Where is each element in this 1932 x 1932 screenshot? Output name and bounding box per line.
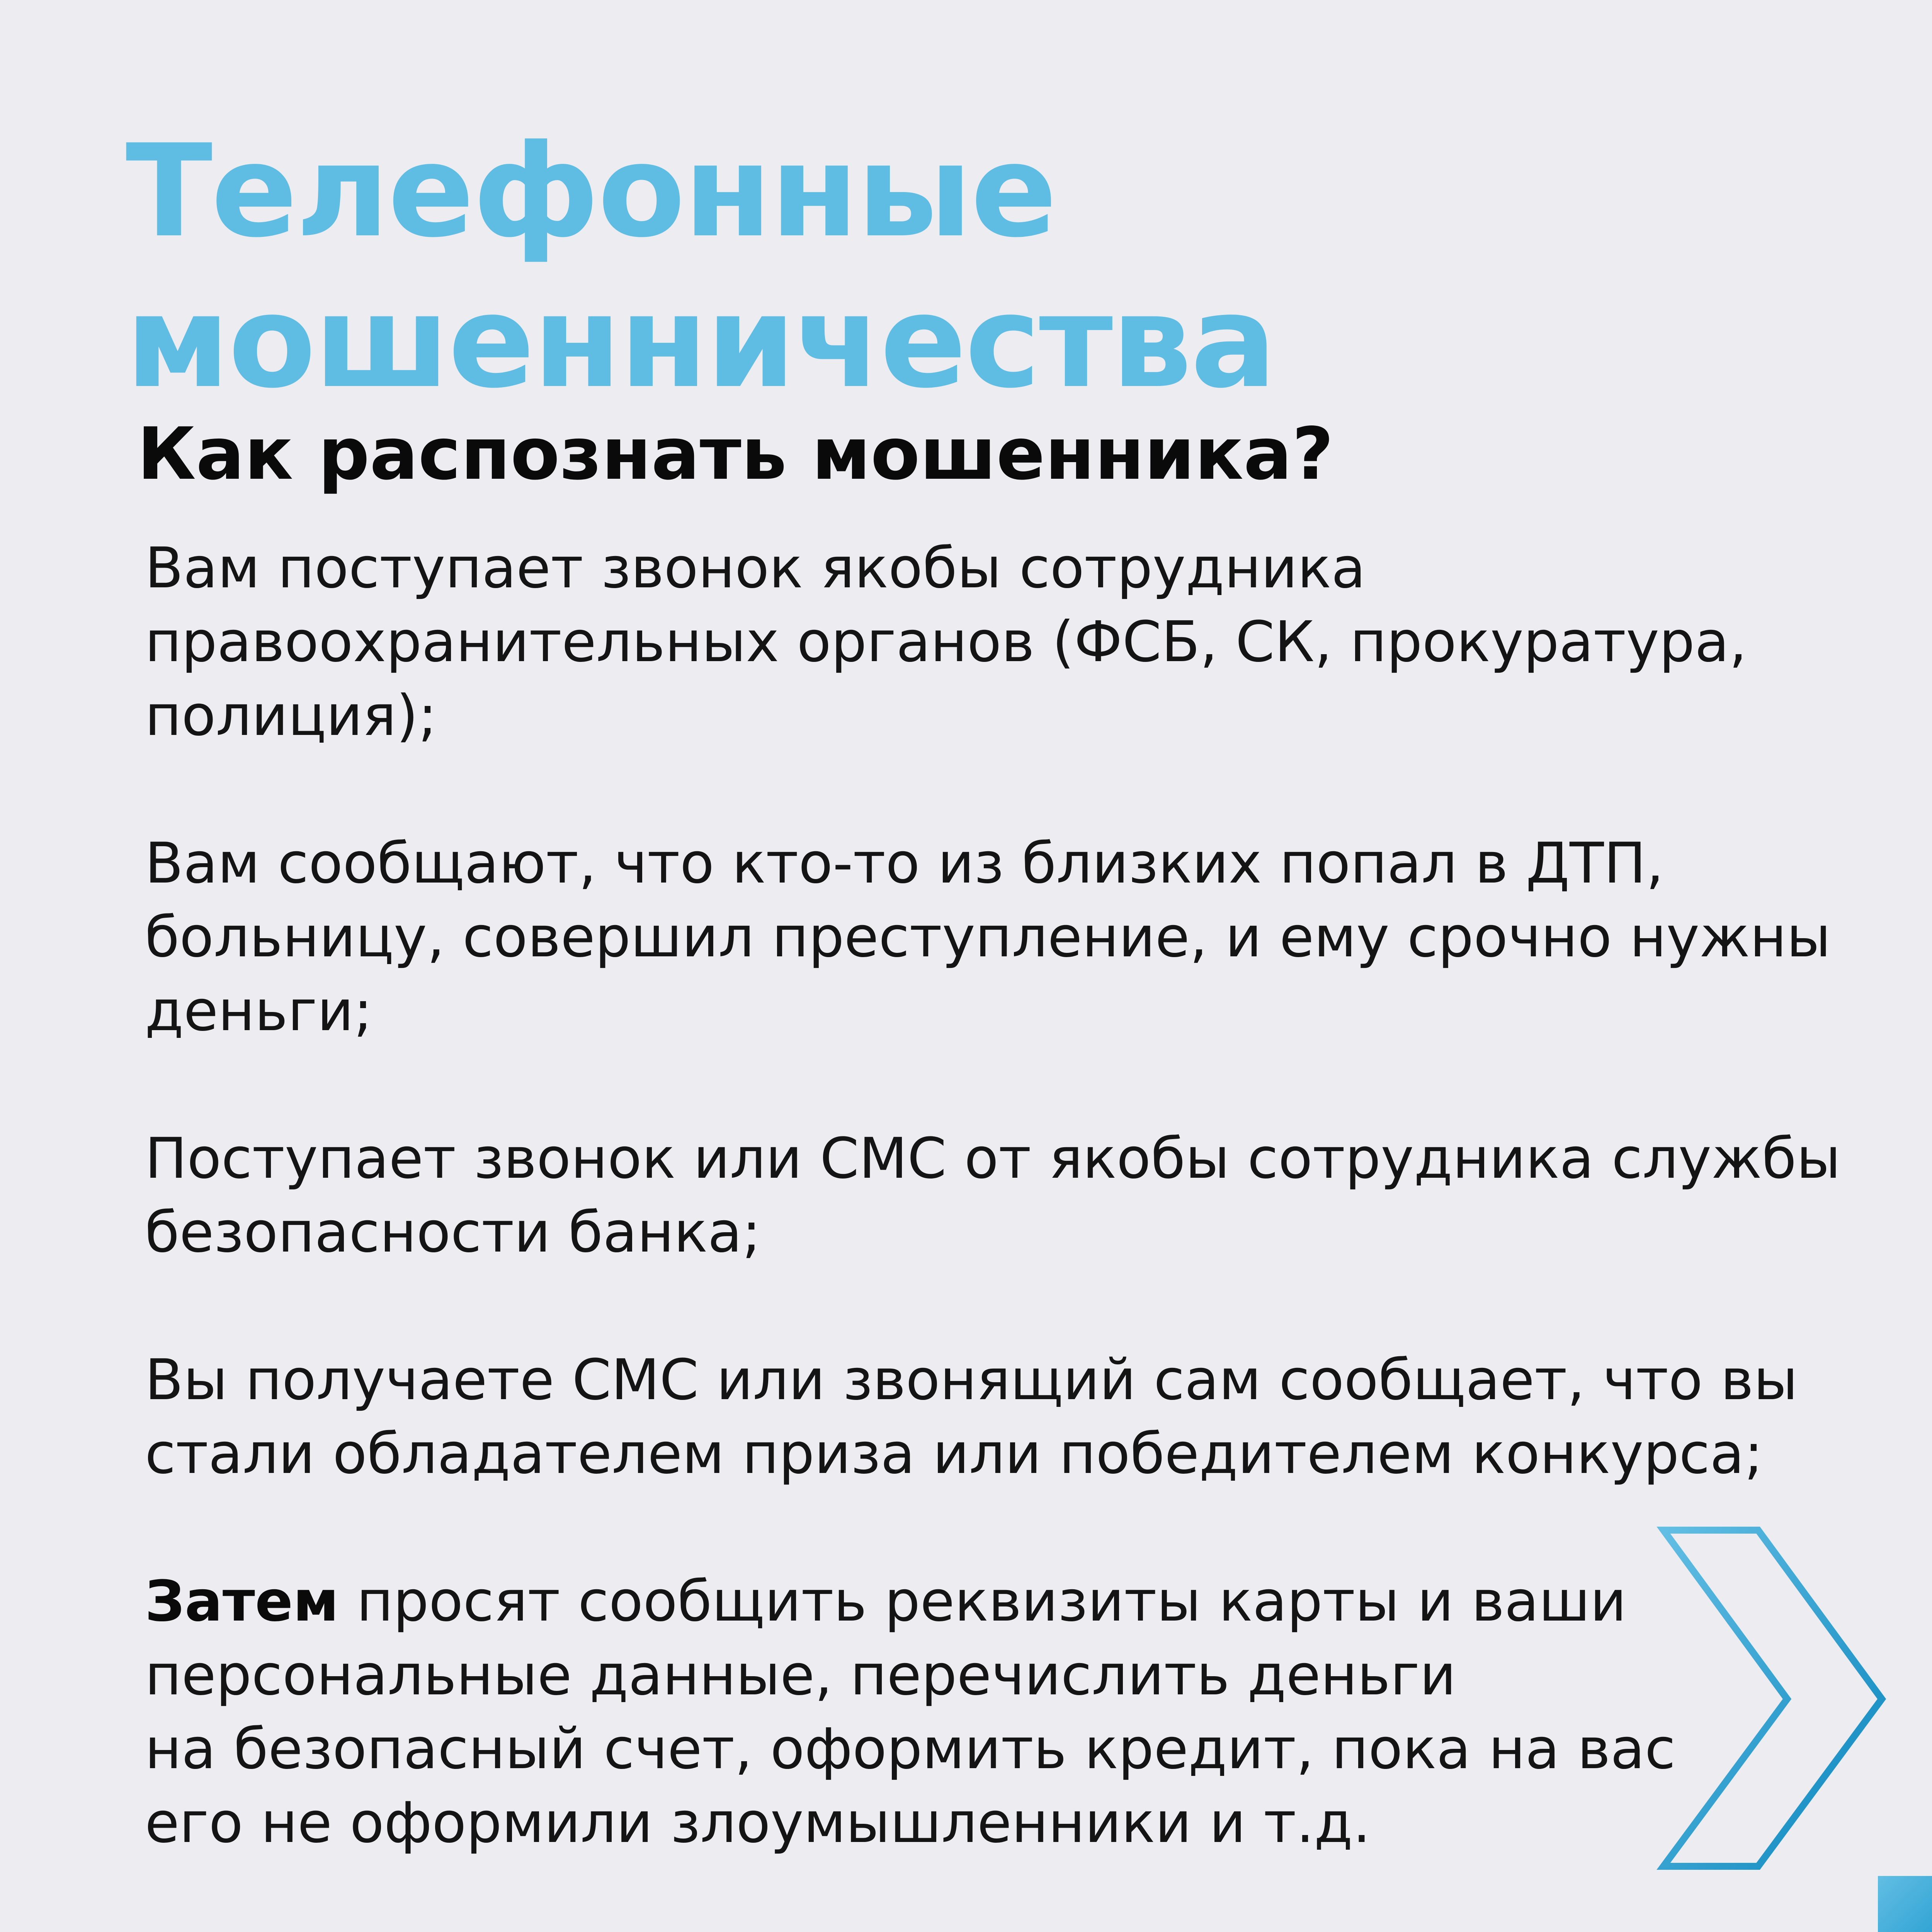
paragraph-line: больницу, совершил преступление, и ему срочно нужны bbox=[145, 905, 1831, 970]
paragraph-line: Вам сообщают, что кто-то из близких попал в ДТП, bbox=[145, 831, 1664, 896]
paragraph-line: правоохранительных органов (ФСБ, СК, прокуратура, bbox=[145, 609, 1747, 675]
paragraph-line: деньги; bbox=[145, 978, 372, 1044]
paragraph-line: на безопасный счет, оформить кредит, пока на вас bbox=[145, 1716, 1676, 1782]
paragraph-line bbox=[145, 1565, 1768, 1638]
paragraph-bank-security-call bbox=[145, 1122, 1841, 1269]
paragraph-line: Вы получаете СМС или звонящий сам сообщает, что вы bbox=[145, 1347, 1798, 1413]
paragraph-line: безопасности банка; bbox=[145, 1200, 761, 1265]
paragraph-law-enforcement-call bbox=[145, 531, 1768, 753]
paragraph-line: персональные данные, перечислить деньги bbox=[145, 1643, 1456, 1708]
body-text bbox=[145, 531, 1841, 1860]
paragraph-prize-winner bbox=[145, 1343, 1798, 1491]
paragraph-line: стали обладателем приза или победителем конкурса; bbox=[145, 1421, 1763, 1486]
paragraph-line: Вам поступает звонок якобы сотрудника bbox=[145, 536, 1366, 601]
bold-word-then: Затем bbox=[145, 1569, 339, 1634]
corner-accent-square bbox=[1878, 1876, 1932, 1932]
title-line-2: мошенничества bbox=[126, 268, 1275, 416]
paragraph-relative-in-trouble bbox=[145, 827, 1831, 1048]
title-line-1: Телефонные bbox=[126, 117, 1056, 265]
page-title bbox=[126, 116, 1275, 417]
paragraph-line: Поступает звонок или СМС от якобы сотрудника службы bbox=[145, 1126, 1841, 1191]
chevron-right-icon bbox=[1650, 1522, 1893, 1870]
paragraph-then-requests bbox=[145, 1565, 1768, 1860]
subtitle: Как распознать мошенника? bbox=[137, 412, 1334, 496]
paragraph-line-rest: просят сообщить реквизиты карты и ваши bbox=[338, 1569, 1627, 1634]
paragraph-line: полиция); bbox=[145, 683, 437, 748]
paragraph-line: его не оформили злоумышленники и т.д. bbox=[145, 1790, 1371, 1855]
